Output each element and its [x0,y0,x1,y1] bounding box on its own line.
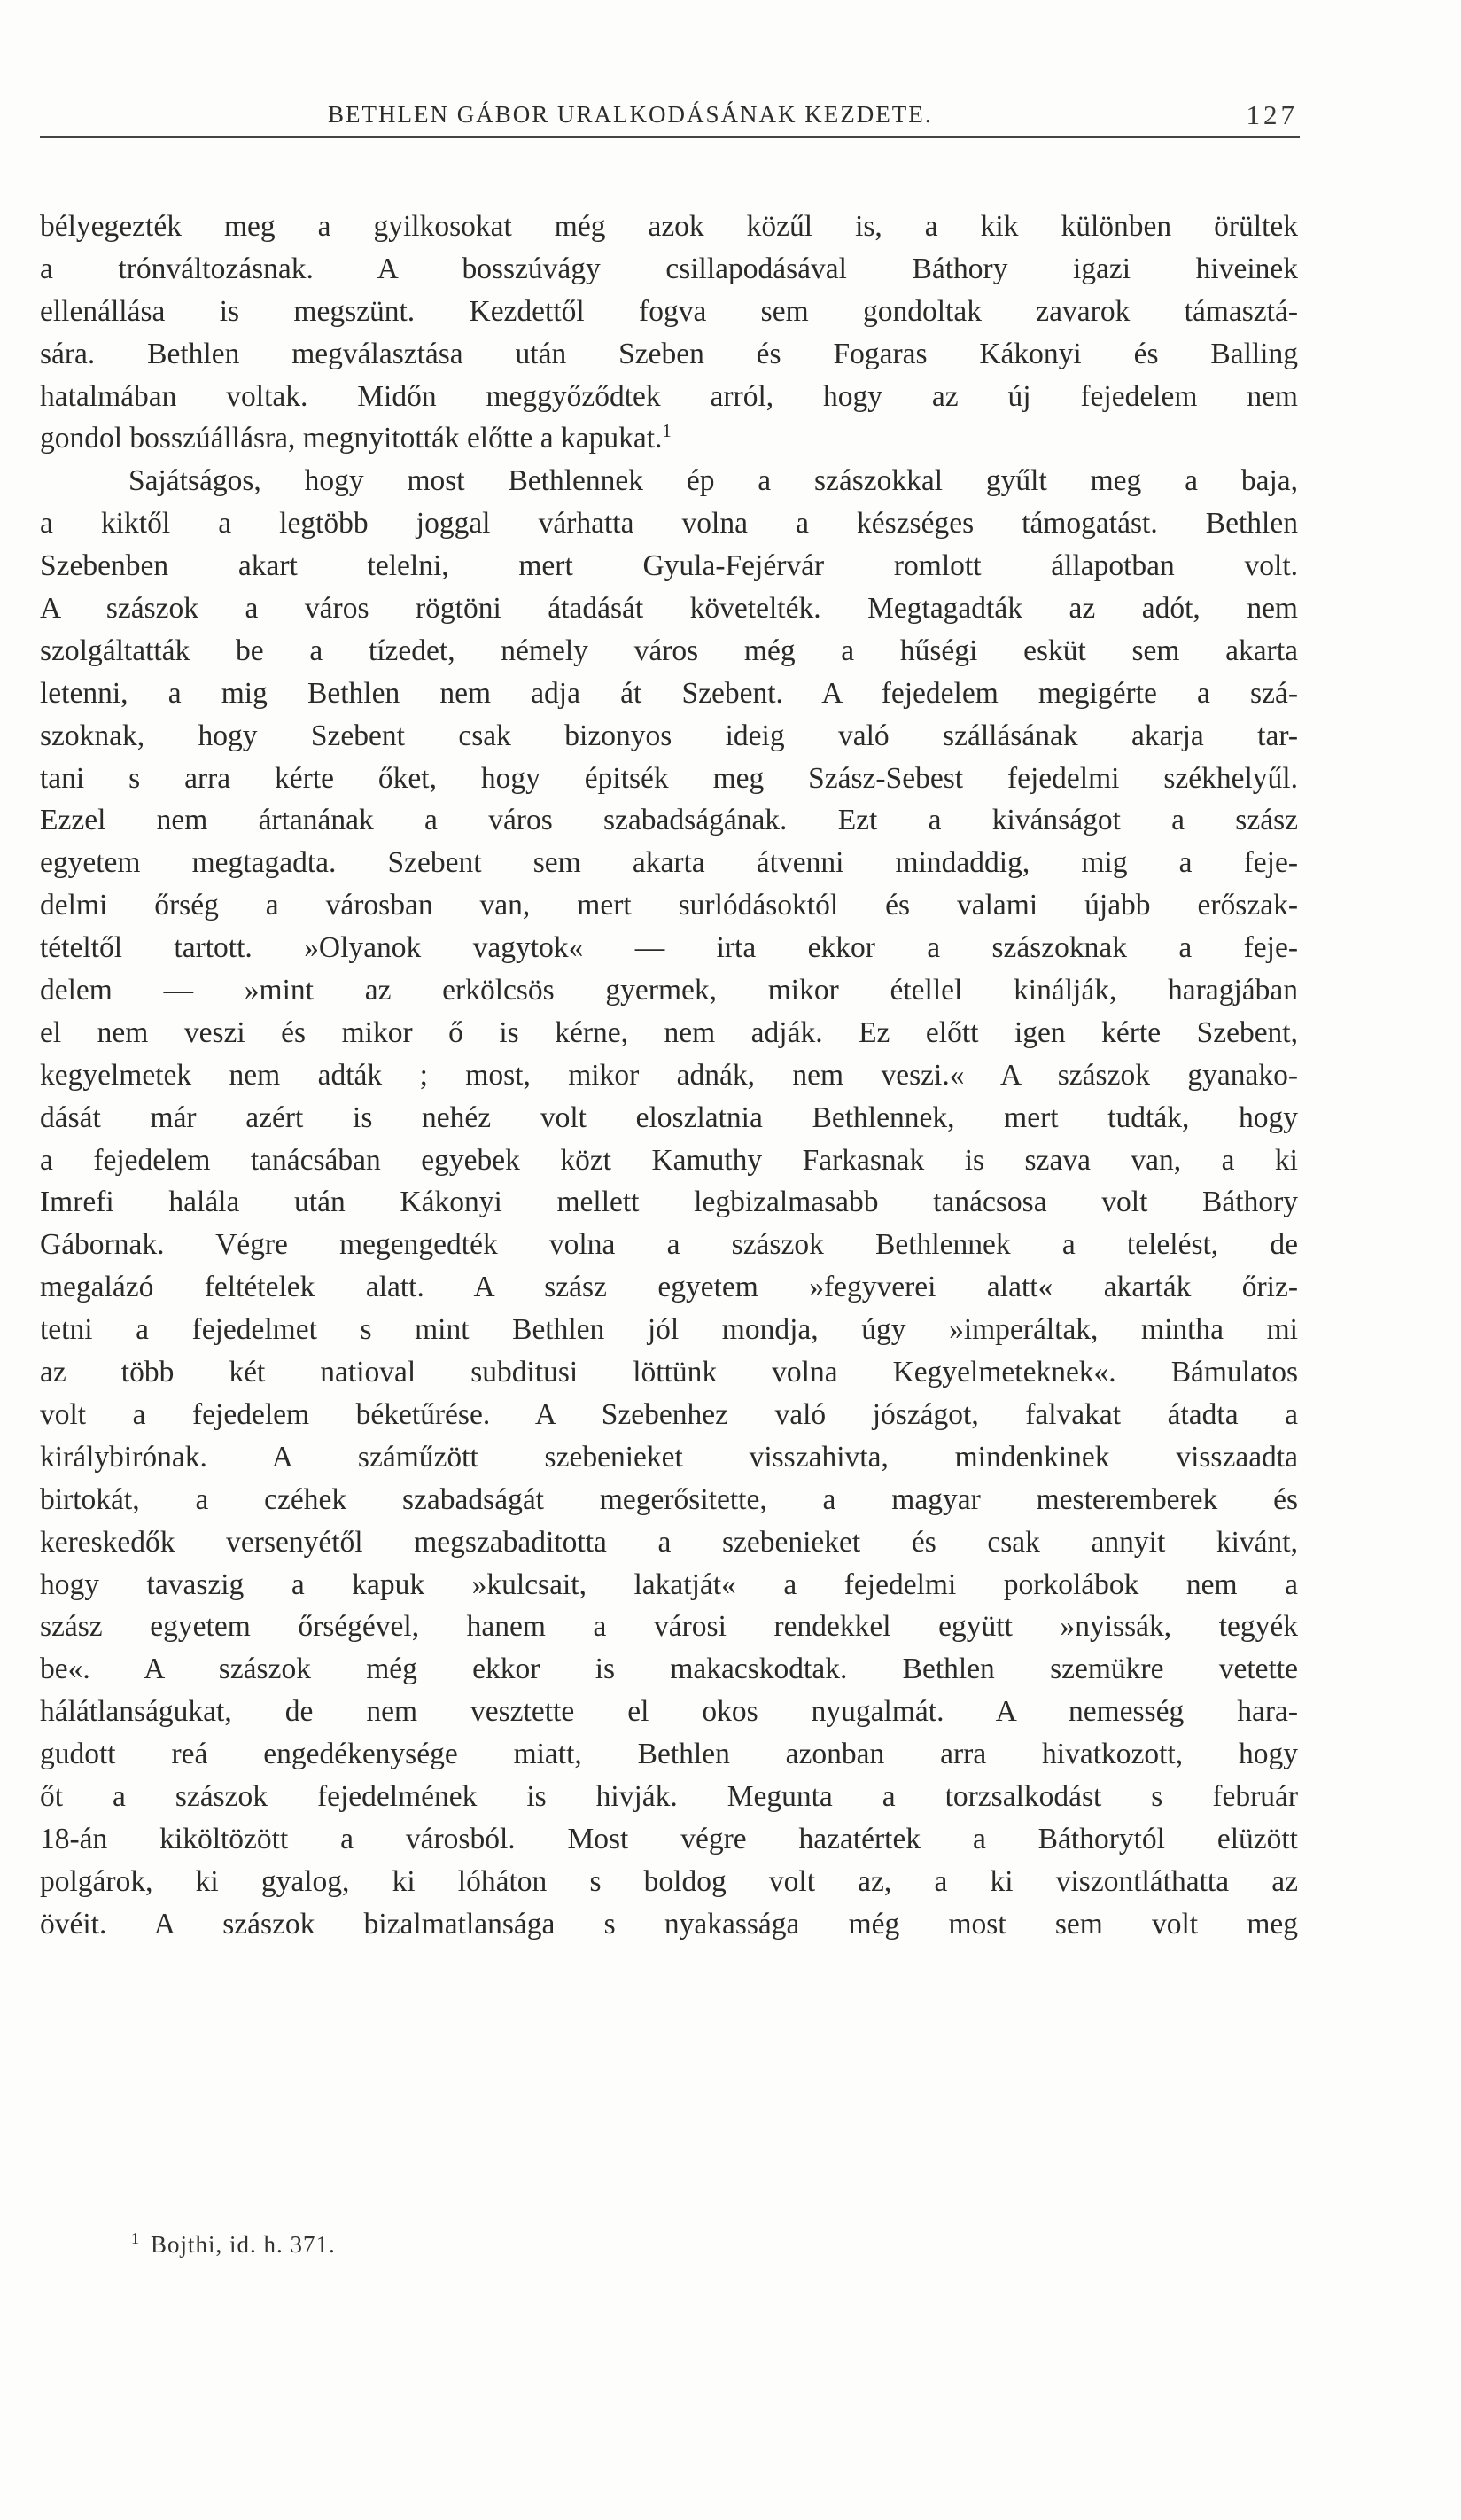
text-line: tételtől tartott. »Olyanok vagytok« — irta ekkor a szászoknak a feje- [40,931,1298,965]
text-line: dását már azért is nehéz volt eloszlatnia Bethlennek, mert tudták, hogy [40,1101,1298,1134]
text-line: be«. A szászok még ekkor is makacskodtak. Bethlen szemükre vetette [40,1653,1298,1686]
page-number: 127 [1246,99,1298,130]
text-line: gudott reá engedékenysége miatt, Bethlen azonban arra hivatkozott, hogy [40,1738,1298,1771]
text-line: tetni a fejedelmet s mint Bethlen jól mondja, úgy »imperáltak, mintha mi [40,1313,1298,1347]
text-line: bélyegezték meg a gyilkosokat még azok közűl is, a kik különben örültek [40,210,1298,243]
text-line: hatalmában voltak. Midőn meggyőződtek arról, hogy az új fejedelem nem [40,379,1298,413]
text-line: kegyelmetek nem adták ; most, mikor adnák, nem veszi.« A szászok gyanako- [40,1058,1298,1092]
text-line: Sajátságos, hogy most Bethlennek ép a szászokkal gyűlt meg a baja, [128,464,1298,498]
text-line: letenni, a mig Bethlen nem adja át Szebent. A fejedelem megigérte a szá- [40,676,1298,710]
text-line: hálátlanságukat, de nem vesztette el okos nyugalmát. A nemesség hara- [40,1695,1298,1729]
text-line: megalázó feltételek alatt. A szász egyetem »fegyverei alatt« akarták őriz- [40,1271,1298,1304]
text-line: polgárok, ki gyalog, ki lóháton s boldog volt az, a ki viszontláthatta az [40,1864,1298,1898]
text-line: A szászok a város rögtöni átadását követelték. Megtagadták az adót, nem [40,592,1298,626]
footnote-reference[interactable]: 1 [662,420,672,442]
text-line: Ezzel nem ártanának a város szabadságának. Ezt a kivánságot a szász [40,804,1298,837]
text-line: a fejedelem tanácsában egyebek közt Kamuthy Farkasnak is szava van, a ki [40,1143,1298,1177]
text-line: delmi őrség a városban van, mert surlódásoktól és valami újabb erőszak- [40,889,1298,922]
text-line: a trónváltozásnak. A bosszúvágy csillapodásával Báthory igazi hiveinek [40,252,1298,285]
header-rule [40,136,1300,138]
text-line [40,417,1298,460]
text-line: 18-án kiköltözött a városból. Most végre hazatértek a Báthorytól elüzött [40,1822,1298,1855]
text-line: el nem veszi és mikor ő is kérne, nem adják. Ez előtt igen kérte Szebent, [40,1015,1298,1049]
text-line: övéit. A szászok bizalmatlansága s nyakassága még most sem volt meg [40,1907,1298,1941]
body-text [40,206,1298,1946]
running-head [40,96,1298,138]
text-line: Szebenben akart telelni, mert Gyula-Fejérvár romlott állapotban volt. [40,549,1298,583]
text-line: kereskedők versenyétől megszabaditotta a szebenieket és csak annyit kivánt, [40,1525,1298,1559]
text-line: hogy tavaszig a kapuk »kulcsait, lakatját« a fejedelmi porkolábok nem a [40,1567,1298,1601]
text-line: birtokát, a czéhek szabadságát megerősitette, a magyar mesteremberek és [40,1482,1298,1516]
text-line: szoknak, hogy Szebent csak bizonyos ideig való szállásának akarja tar- [40,719,1298,752]
footnote-content: Bojthi, id. h. 371. [151,2231,336,2258]
text-line-content: gondol bosszúállásra, megnyitották előtte a kapukat. [40,422,663,455]
text-line: szász egyetem őrségével, hanem a városi rendekkel együtt »nyissák, tegyék [40,1610,1298,1644]
footnote [131,2229,1017,2265]
text-line: sára. Bethlen megválasztása után Szeben és Fogaras Kákonyi és Balling [40,337,1298,370]
text-line: Gábornak. Végre megengedték volna a szászok Bethlennek a telelést, de [40,1228,1298,1262]
text-line: a kiktől a legtöbb joggal várhatta volna a készséges támogatást. Bethlen [40,507,1298,541]
text-line: Imrefi halála után Kákonyi mellett legbizalmasabb tanácsosa volt Báthory [40,1186,1298,1219]
text-line: egyetem megtagadta. Szebent sem akarta átvenni mindaddig, mig a feje- [40,846,1298,880]
text-line: őt a szászok fejedelmének is hivják. Megunta a torzsalkodást s február [40,1779,1298,1813]
text-line: királybirónak. A száműzött szebenieket visszahivta, mindenkinek visszaadta [40,1440,1298,1474]
running-title: BETHLEN GÁBOR URALKODÁSÁNAK KEZDETE. [328,101,933,128]
text-line: szolgáltatták be a tízedet, némely város még a hűségi esküt sem akarta [40,634,1298,667]
text-line: ellenállása is megszünt. Kezdettől fogva sem gondoltak zavarok támasztá- [40,294,1298,328]
text-line: tani s arra kérte őket, hogy épitsék meg Szász-Sebest fejedelmi székhelyűl. [40,761,1298,795]
text-line: az több két natioval subditusi löttünk volna Kegyelmeteknek«. Bámulatos [40,1356,1298,1389]
footnote-text [131,2229,336,2259]
text-line: delem — »mint az erkölcsös gyermek, mikor étellel kinálják, haragjában [40,974,1298,1007]
footnote-number: 1 [131,2229,140,2247]
text-line: volt a fejedelem béketűrése. A Szebenhez való jószágot, falvakat átadta a [40,1397,1298,1431]
